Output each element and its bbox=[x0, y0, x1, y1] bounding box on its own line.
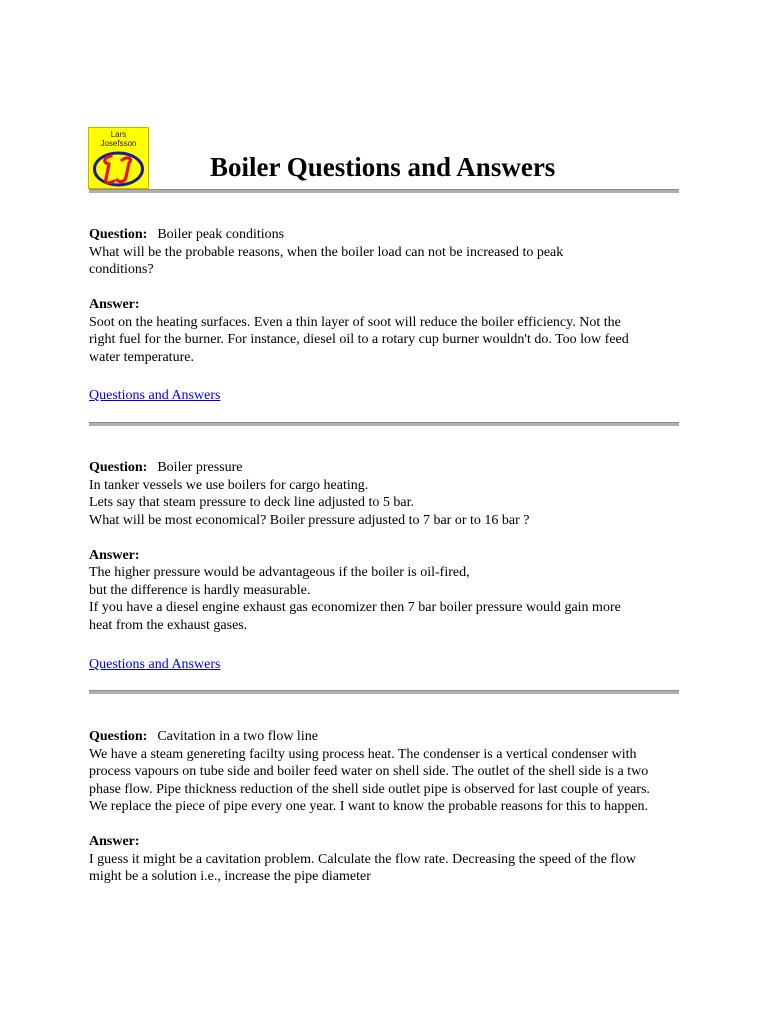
questions-and-answers-link[interactable]: Questions and Answers bbox=[89, 657, 221, 672]
lj-monogram-icon bbox=[89, 149, 148, 189]
question-text-line: What will be most economical? Boiler pressure adjusted to 7 bar or to 16 bar ? bbox=[89, 512, 530, 528]
question-line bbox=[89, 728, 689, 746]
question-text-line: Lets say that steam pressure to deck line adjusted to 5 bar. bbox=[89, 495, 415, 510]
question-label: Question: bbox=[89, 460, 148, 475]
answer-text-line: but the difference is hardly measurable. bbox=[89, 582, 311, 598]
qa-block-2 bbox=[89, 459, 689, 634]
answer-label: Answer: bbox=[89, 297, 140, 312]
question-label: Question: bbox=[89, 227, 148, 242]
question-topic: Boiler pressure bbox=[157, 460, 243, 475]
logo-line-1: Lars bbox=[110, 130, 127, 139]
question-text: We have a steam genereting facilty using process heat. The condenser is a vertical condenser with process vapours on tube side and boiler feed water on shell side. The outlet of the shell side is a two phase flow. Pipe thickness reduction of the shell side outlet pipe is observed for last couple of years. We replace the piece of pipe every one year. I want to know the probable reasons for this to happen. bbox=[89, 746, 650, 814]
page-title: Boiler Questions and Answers bbox=[210, 152, 556, 182]
answer-label: Answer: bbox=[89, 547, 140, 563]
section-divider bbox=[89, 422, 679, 426]
question-text: What will be the probable reasons, when the boiler load can not be increased to peak conditions? bbox=[89, 244, 564, 277]
question-topic: Boiler peak conditions bbox=[157, 227, 285, 242]
answer-text-line: The higher pressure would be advantageous if the boiler is oil-fired, bbox=[89, 565, 470, 580]
answer-label: Answer: bbox=[89, 834, 140, 849]
answer-text: I guess it might be a cavitation problem. Calculate the flow rate. Decreasing the speed of the flow might be a solution i.e., increase the pipe diameter bbox=[89, 851, 636, 884]
question-label: Question: bbox=[89, 729, 148, 744]
title-divider bbox=[89, 189, 679, 193]
logo-line-2: Josefsson bbox=[100, 139, 137, 148]
lars-josefsson-logo bbox=[88, 127, 149, 189]
section-divider bbox=[89, 690, 679, 694]
question-line bbox=[89, 459, 689, 477]
question-line bbox=[89, 226, 689, 244]
question-text-line: In tanker vessels we use boilers for cargo heating. bbox=[89, 477, 369, 493]
qa-block-1 bbox=[89, 226, 689, 366]
answer-text: Soot on the heating surfaces. Even a thin layer of soot will reduce the boiler efficiency. Not the right fuel for the burner. For instance, diesel oil to a rotary cup burner wouldn't do. Too low feed water temperature. bbox=[89, 314, 629, 365]
qa-block-3 bbox=[89, 728, 689, 886]
answer-text-line: If you have a diesel engine exhaust gas economizer then 7 bar boiler pressure would gain more heat from the exhaust gases. bbox=[89, 600, 621, 633]
question-topic: Cavitation in a two flow line bbox=[157, 729, 318, 744]
questions-and-answers-link[interactable]: Questions and Answers bbox=[89, 388, 221, 403]
